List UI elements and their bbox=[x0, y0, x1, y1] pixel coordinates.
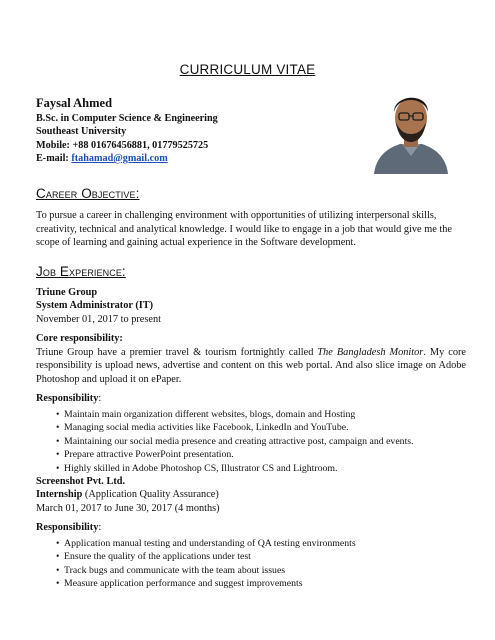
job2-company: Screenshot Pvt. Ltd. bbox=[36, 476, 126, 487]
job1-resp-label: Responsibility bbox=[36, 393, 99, 405]
career-objective-text: To pursue a career in challenging environment with opportunities of utilizing interpersonal skills, creativity, technical and analytical knowledge. I would like to engage in a job that would give me the scope of learning and gaining actual experience in the Software development. bbox=[36, 210, 452, 249]
job-screenshot bbox=[36, 475, 466, 591]
job1-position: System Administrator (IT) bbox=[36, 300, 154, 312]
person-name: Faysal Ahmed bbox=[36, 96, 113, 110]
list-item: • Maintaining our social media presence and creating attractive post, campaign and events. bbox=[64, 435, 466, 449]
personal-info bbox=[36, 97, 218, 165]
email-link[interactable]: ftahamad@gmail.com bbox=[71, 152, 168, 164]
core-text-publication: The Bangladesh Monitor bbox=[317, 346, 424, 358]
job2-responsibility-list bbox=[36, 537, 466, 591]
job1-core-text bbox=[36, 346, 466, 387]
list-item: • Maintain main organization different websites, blogs, domain and Hosting bbox=[64, 408, 466, 422]
job2-resp-heading bbox=[36, 521, 466, 534]
job1-company: Triune Group bbox=[36, 287, 98, 298]
job1-dates: November 01, 2017 to present bbox=[36, 313, 161, 325]
list-item: • Highly skilled in Adobe Photoshop CS, Illustrator CS and Lightroom. bbox=[64, 462, 466, 476]
job1-core-label: Core responsibility: bbox=[36, 333, 123, 345]
job2-resp-label: Responsibility bbox=[36, 522, 99, 534]
job1-resp-heading bbox=[36, 392, 466, 405]
job2-position-detail: (Application Quality Assurance) bbox=[82, 489, 219, 501]
career-objective-heading: Career Objective: bbox=[36, 186, 140, 201]
job1-resp-colon: : bbox=[98, 393, 102, 405]
list-item: • Prepare attractive PowerPoint presentation. bbox=[64, 448, 466, 462]
page-title: CURRICULUM VITAE bbox=[179, 62, 316, 77]
core-text-2: . My core responsibility is upload news, advertise and content on this web portal. And also slice image on Adobe Photoshop and upload it on ePaper. bbox=[36, 346, 466, 385]
job1-responsibility-list bbox=[36, 408, 466, 476]
degree: B.Sc. in Computer Science & Engineering bbox=[36, 113, 218, 125]
job-triune bbox=[36, 286, 466, 475]
job2-dates: March 01, 2017 to June 30, 2017 (4 months) bbox=[36, 502, 220, 514]
core-text-1: Triune Group have a premier travel & tourism fortnightly called bbox=[36, 346, 318, 358]
email-line bbox=[36, 152, 218, 165]
job2-position bbox=[36, 488, 466, 501]
profile-photo bbox=[370, 82, 452, 174]
list-item: • Measure application performance and suggest improvements bbox=[64, 577, 466, 591]
list-item: • Ensure the quality of the applications under test bbox=[64, 550, 466, 564]
job2-position-title: Internship bbox=[36, 489, 83, 501]
university: Southeast University bbox=[36, 126, 127, 138]
list-item: • Application manual testing and understanding of QA testing environments bbox=[64, 537, 466, 551]
job2-resp-colon: : bbox=[98, 522, 102, 534]
email-label: E-mail: bbox=[36, 152, 72, 164]
list-item: • Track bugs and communicate with the team about issues bbox=[64, 564, 466, 578]
job-experience-heading: Job Experience: bbox=[36, 264, 126, 279]
mobile: Mobile: +88 01676456881, 01779525725 bbox=[36, 139, 209, 151]
profile-photo-image bbox=[370, 82, 452, 174]
list-item: • Managing social media activities like Facebook, LinkedIn and YouTube. bbox=[64, 421, 466, 435]
